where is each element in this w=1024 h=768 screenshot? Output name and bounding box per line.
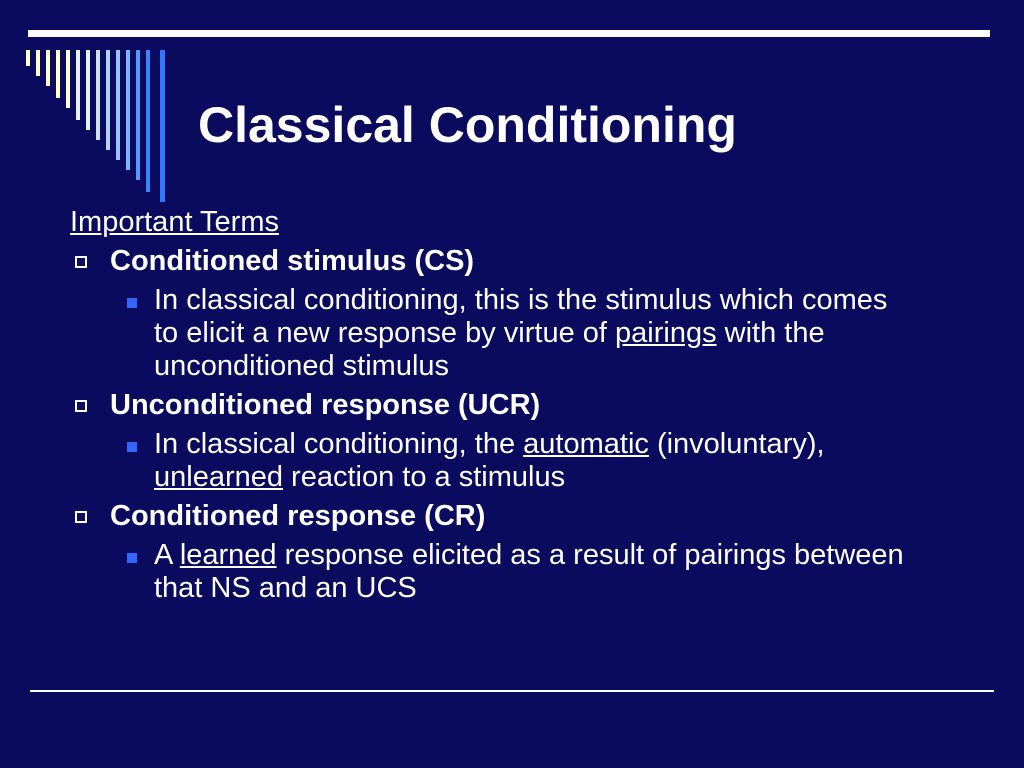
definition-text: In classical conditioning, the: [154, 428, 524, 460]
slide-title: Classical Conditioning: [198, 97, 737, 153]
term-cs: [70, 245, 970, 278]
underlined-term: unlearned: [154, 461, 283, 493]
underlined-term: pairings: [615, 317, 717, 349]
filled-square-bullet-icon: [127, 298, 137, 308]
definition-cr: [70, 539, 914, 605]
hollow-square-bullet-icon: [75, 511, 87, 523]
term-label: Conditioned response (CR): [110, 500, 486, 532]
definition-cs: [70, 284, 914, 383]
definition-text: In classical conditioning, this is the stimulus which comes to elicit a new response by virtue of: [154, 284, 888, 349]
filled-square-bullet-icon: [127, 442, 137, 452]
term-label: Unconditioned response (UCR): [110, 389, 541, 421]
definition-text: A: [154, 539, 180, 571]
definition-ucr: [70, 428, 914, 494]
term-cr: [70, 500, 970, 533]
section-heading: Important Terms: [70, 206, 279, 238]
decorative-stripes: [0, 0, 200, 220]
filled-square-bullet-icon: [127, 553, 137, 563]
definition-text: reaction to a stimulus: [283, 461, 566, 493]
underlined-term: automatic: [523, 428, 649, 460]
underlined-term: learned: [179, 539, 277, 571]
definition-text: with the unconditioned stimulus: [154, 317, 825, 382]
slide-content: [70, 206, 970, 605]
definition-text: (involuntary),: [648, 428, 825, 460]
definition-text: response elicited as a result of pairings between that NS and an UCS: [154, 539, 904, 604]
hollow-square-bullet-icon: [75, 256, 87, 268]
term-ucr: [70, 389, 970, 422]
hollow-square-bullet-icon: [75, 400, 87, 412]
bottom-divider: [30, 690, 994, 692]
term-label: Conditioned stimulus (CS): [110, 245, 475, 277]
